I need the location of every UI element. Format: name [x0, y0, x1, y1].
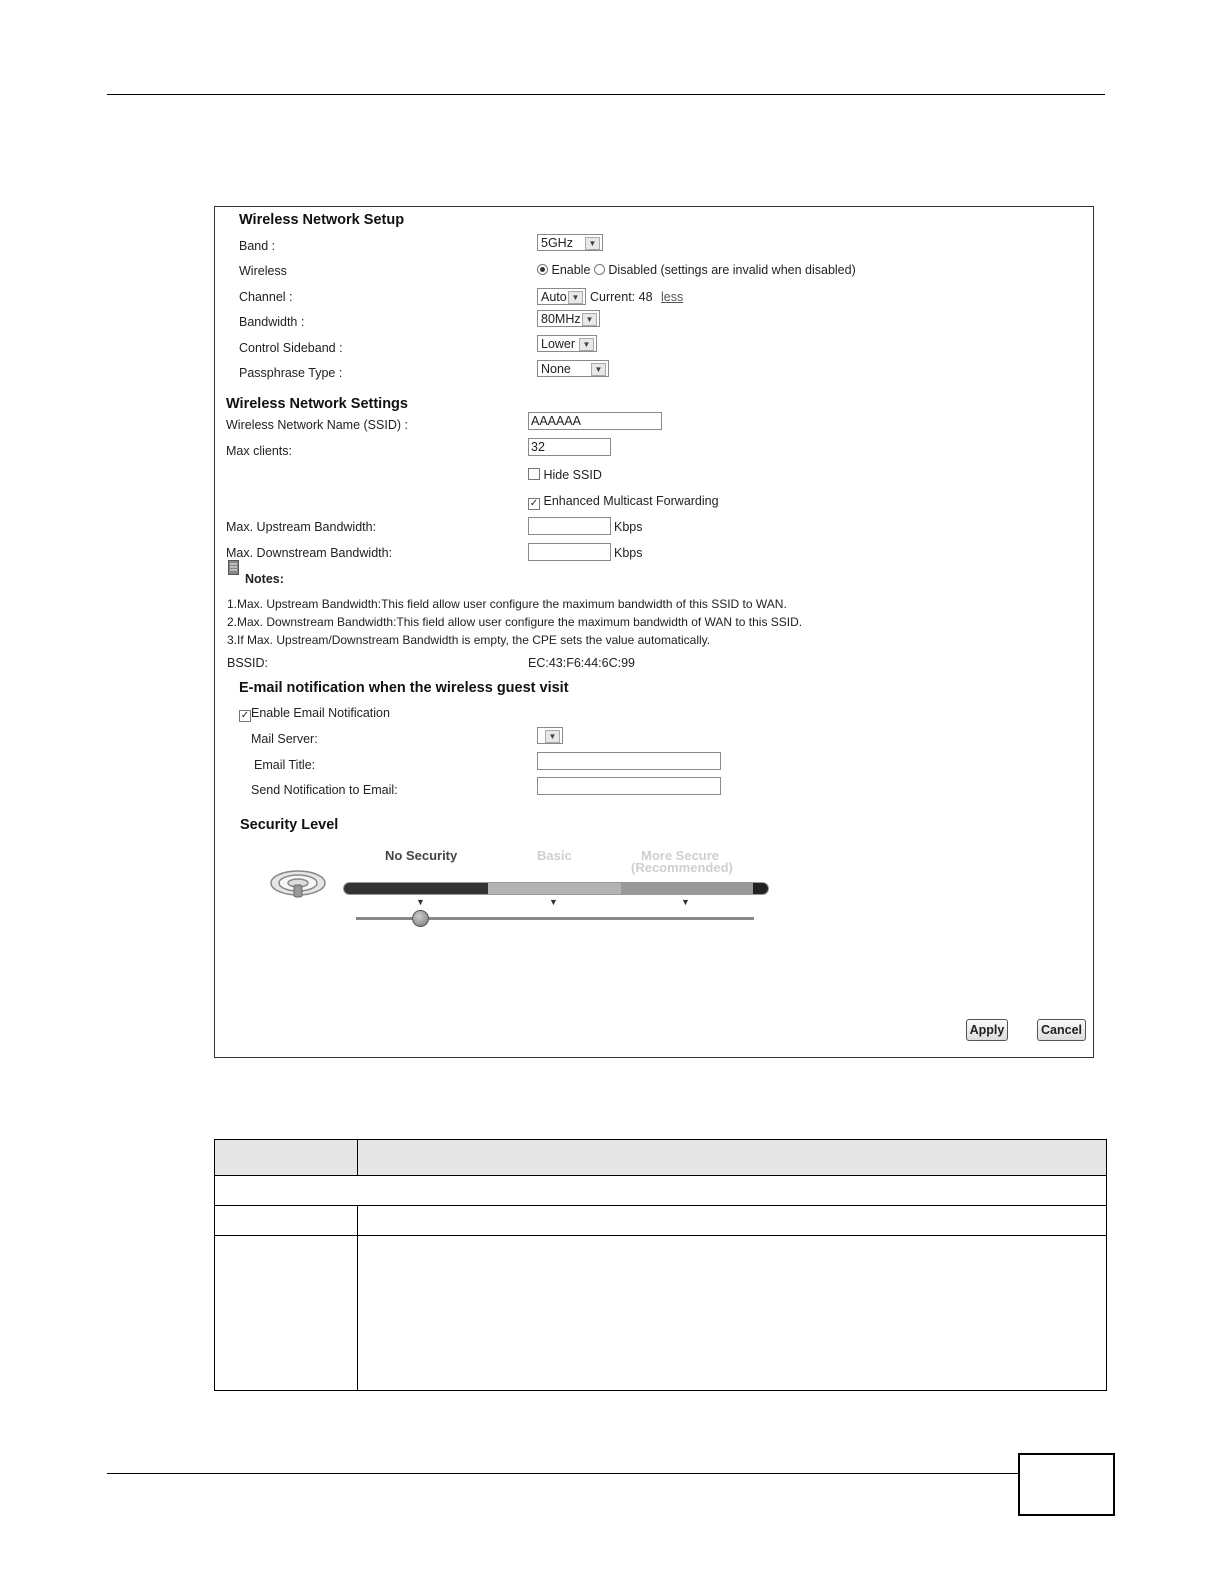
level-label-recommended: (Recommended) [631, 860, 733, 875]
passphrase-select[interactable]: None ▼ [537, 360, 609, 377]
band-select[interactable]: 5GHz ▼ [537, 234, 603, 251]
hide-ssid-label: Hide SSID [543, 468, 602, 482]
channel-select[interactable]: Auto ▼ [537, 288, 586, 305]
setup-heading: Wireless Network Setup [239, 212, 405, 228]
downstream-unit: Kbps [614, 546, 643, 560]
send-to-input[interactable] [537, 777, 721, 795]
wireless-radio-group [537, 263, 856, 277]
cancel-button[interactable]: Cancel [1037, 1019, 1086, 1041]
channel-less-link[interactable]: less [661, 290, 684, 304]
channel-label: Channel : [239, 290, 293, 304]
tick-marker-no-security: ▼ [416, 897, 425, 907]
bar-segment-end [753, 883, 769, 894]
bar-segment-basic [488, 883, 621, 894]
table-header-cell [358, 1140, 1107, 1176]
max-clients-input[interactable]: 32 [528, 438, 611, 456]
notes-title: Notes: [245, 572, 284, 586]
downstream-label: Max. Downstream Bandwidth: [226, 546, 393, 560]
upstream-input[interactable] [528, 517, 611, 535]
sideband-label: Control Sideband : [239, 341, 343, 355]
note-line-3: 3.If Max. Upstream/Downstream Bandwidth is empty, the CPE sets the value automatically. [227, 633, 711, 647]
multicast-row [528, 494, 719, 510]
note-line-1: 1.Max. Upstream Bandwidth:This field allow user configure the maximum bandwidth of this SSID to WAN. [227, 597, 787, 611]
bssid-label: BSSID: [227, 656, 268, 670]
wireless-disable-label: Disabled (settings are invalid when disabled) [608, 263, 856, 277]
ssid-input[interactable]: AAAAAA [528, 412, 662, 430]
mail-server-select[interactable] [537, 727, 563, 744]
upstream-unit: Kbps [614, 520, 643, 534]
wireless-label: Wireless [239, 264, 287, 278]
multicast-checkbox[interactable]: ✓ [529, 498, 539, 509]
tick-marker-more-secure: ▼ [681, 897, 690, 907]
apply-button[interactable]: Apply [966, 1019, 1008, 1041]
bar-segment-more-secure [621, 883, 753, 894]
wireless-disable-radio[interactable] [594, 264, 605, 275]
bandwidth-label: Bandwidth : [239, 315, 305, 329]
hide-ssid-row [528, 468, 602, 482]
ssid-label: Wireless Network Name (SSID) : [226, 418, 408, 432]
footer-rule [107, 1473, 1018, 1474]
email-enable-label: Enable Email Notification [251, 706, 390, 720]
security-level-bar [343, 882, 769, 895]
sideband-select[interactable]: Lower ▼ [537, 335, 597, 352]
level-label-basic: Basic [537, 848, 572, 863]
chevron-down-icon: ▼ [585, 237, 600, 250]
max-clients-label: Max clients: [226, 444, 292, 458]
table-cell [215, 1236, 358, 1391]
bar-segment-no-security [344, 883, 488, 894]
email-enable-checkbox[interactable]: ✓ [240, 710, 250, 721]
send-to-label: Send Notification to Email: [251, 783, 398, 797]
page-number-box [1018, 1453, 1115, 1516]
chevron-down-icon: ▼ [579, 338, 594, 351]
email-title-label: Email Title: [254, 758, 316, 772]
chevron-down-icon: ▼ [591, 363, 606, 376]
mail-server-label: Mail Server: [251, 732, 318, 746]
email-title-input[interactable] [537, 752, 721, 770]
table-cell [215, 1206, 358, 1236]
chevron-down-icon: ▼ [568, 291, 583, 304]
description-table [214, 1139, 1107, 1391]
table-cell [358, 1236, 1107, 1391]
channel-current: Current: 48 [590, 290, 653, 304]
upstream-label: Max. Upstream Bandwidth: [226, 520, 377, 534]
header-rule [107, 94, 1105, 95]
passphrase-label: Passphrase Type : [239, 366, 343, 380]
security-heading: Security Level [240, 817, 339, 833]
downstream-input[interactable] [528, 543, 611, 561]
table-row [215, 1176, 1107, 1206]
chevron-down-icon: ▼ [582, 313, 597, 326]
band-label: Band : [239, 239, 276, 253]
wireless-signal-icon [269, 865, 327, 901]
hide-ssid-checkbox[interactable] [528, 468, 540, 480]
note-line-2: 2.Max. Downstream Bandwidth:This field allow user configure the maximum bandwidth of WAN to this SSID. [227, 615, 803, 629]
wireless-enable-radio[interactable] [537, 264, 548, 275]
email-heading: E-mail notification when the wireless guest visit [239, 680, 569, 696]
wireless-guest-panel [214, 206, 1094, 1058]
table-cell [358, 1206, 1107, 1236]
chevron-down-icon: ▼ [545, 730, 560, 743]
notes-icon [228, 560, 239, 575]
multicast-label: Enhanced Multicast Forwarding [543, 494, 719, 508]
level-label-more-secure: More Secure [641, 848, 720, 863]
table-header-cell [215, 1140, 358, 1176]
wireless-enable-label: Enable [551, 263, 591, 277]
email-enable-row [239, 706, 390, 722]
tick-marker-basic: ▼ [549, 897, 558, 907]
security-slider-handle[interactable] [412, 910, 429, 927]
level-label-no-security: No Security [385, 848, 458, 863]
settings-heading: Wireless Network Settings [226, 396, 408, 412]
bandwidth-select[interactable]: 80MHz ▼ [537, 310, 600, 327]
bssid-value: EC:43:F6:44:6C:99 [528, 656, 636, 670]
